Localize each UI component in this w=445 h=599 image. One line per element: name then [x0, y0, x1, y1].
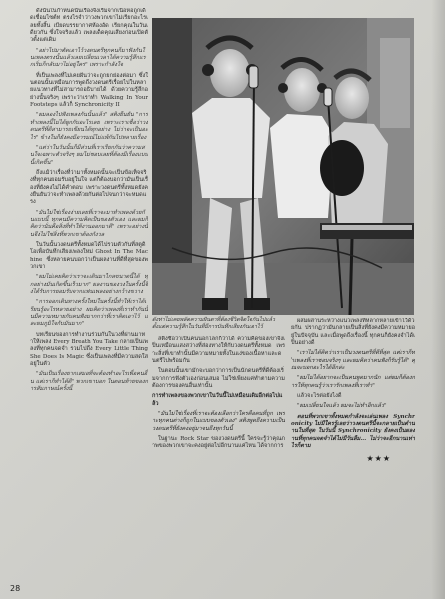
- left-paragraph: "ผมไม่เคยคิดว่าเราจะเดินมาไกลขนาดนี้ได้ ทุกอย่างมันเกิดขึ้นเร็วมาก" ผลงานของวงในครั้งนี้จึงได้รับการยอมรับจากแฟนเพลงอย่างกว้างขวาง: [30, 274, 148, 296]
- left-paragraph: "มันเป็นเรื่องยากเสมอที่จะต้องทำอะไรเพื่อคนอื่น แต่เราก็ทำได้ดี" พวกเขาบอก ในตอนท้ายของการสัมภาษณ์ครั้งนี้: [30, 371, 148, 393]
- photo-caption: ดังท่าไม่เคยพลัดความฝันตาที่ต้องชีวิตจิตใจกันไปแล้ว ตั้งแต่ความรู้สึกในวันที่มีการบันทึกเสียงกันเอาไว้: [152, 317, 275, 330]
- middle-paragraph: ในฐานะ Rock Star ของวงดนตรีนี้ ใครจะรู้ว่าคุณภาพของพวกเขาจะคงอยู่ต่อไปอีกนานแค่ไหน ได้จากการ: [152, 436, 285, 450]
- middle-paragraph: ในตอนนั้นเขามักจะบอกว่าการเป็นนักดนตรีที่ดีต้องเริ่มจากการฟังตัวเองก่อนเสมอ ไม่ใช่เพียงแค่ทำตามความต้องการของคนอื่นเท่านั้น: [152, 368, 285, 390]
- left-text-column: [30, 8, 148, 586]
- right-text-column: [291, 318, 415, 588]
- left-paragraph: "แต่ว่าในวันนั้นก็มีส่วนที่เราเรียกกันว่าความสนใจเฉพาะตัวจริงๆ ผมไม่ชอบเลยที่ต้องมีเรื่องแบบนี้เกิดขึ้น": [30, 144, 148, 166]
- left-paragraph: ในวันนั้นวงดนตรีทั้งหมดได้ไปรวมตัวกันที่สตูดิโอเพื่อบันทึกเสียงเพลงใหม่ Ghost In The Machine ซึ่งหลายคนบอกว่าเป็นผลงานที่ดีที่สุดของพวกเขา: [30, 241, 148, 270]
- right-paragraph: แล้วจะไรต่อยังไงดี: [297, 393, 342, 400]
- left-paragraph: "มันไม่ใช่เรื่องง่ายเลยที่เราจะมาทำเพลงด้วยกันแบบนี้ ทุกคนมีความคิดเป็นของตัวเอง และผมก็คิดว่านั่นคือสิ่งที่ทำให้งานออกมาดี" เพราะอย่างนั้นจึงไม่ใช่สิ่งที่พวกเขาต้องกังวล: [30, 209, 148, 238]
- right-paragraph: "ผมเปลี่ยนใจแล้ว ผมจะไม่ทำอีกแล้ว": [297, 403, 387, 410]
- left-paragraph: ดังนั้นในกำหนดนั้นเรื่องจึงเริ่มจากเนื้อหอถูกเด็ดเชื่อมไซต์ท ตรงไรจำว่าวงพวกเขาไม่เรียกอะไรเลยทั้งสิ้น เบียดบรรยากาศห้องอัด เรียกคุณในวันเดียวกัน ซึ่งใจจริงแล้ว เพลงเด็ดคุณเสียงก่อนเปิดตัวตั้งแต่เดิม: [30, 8, 148, 44]
- left-paragraph: "การออกเดินทางครั้งใหม่ในครั้งนี้ทำให้เราได้เรียนรู้อะไรหลายอย่าง ผมคิดว่าเพลงที่เราทำกันนั้นมีความหมายกับคนฟังมากกว่าที่เราคิดเอาไว้ และผมภูมิใจกับมันมาก": [30, 299, 148, 328]
- middle-quote: "มันไม่ใช่เรื่องที่เราจะต้องเลือกว่าใครคือคนที่ถูก เพราะทุกคนต่างก็ถูกในแบบของตัวเอง" สติงพูดถึงความเป็นวงดนตรีที่ยังคงอยู่มาจนถึงทุกวันนี้: [152, 411, 285, 432]
- middle-subhead: การทำเพลงของพวกเขาในวันนี้ไม่เหมือนเดิมอีกต่อไปแล้ว: [152, 393, 283, 407]
- right-paragraph: ผสมผสานระหว่างแนวเพลงที่หลากหลายเข้าไว้ด้วยกัน ปรากฏว่ามันกลายเป็นสิ่งที่ยังคงมีความหมายอยู่ในปัจจุบัน และเมื่อพูดถึงเรื่องนี้ ทุกคนก็ยังคงจำได้เป็นอย่างดี: [291, 318, 415, 347]
- page-number: 28: [10, 584, 21, 593]
- band-photo: [152, 18, 414, 315]
- middle-text-column: [152, 336, 285, 586]
- closing-paragraph: ตอนที่พวกเขาทั้งหมดกำลังจะเล่นเพลง Synchronicity ไม่มีใครรู้เลยว่าวงดนตรีนี้จะกลายเป็นตำนานในที่สุด ในวันนี้ Synchronicity ยังคงเป็นผลงานที่ทุกคนจดจำได้ไม่มีวันลืม... ไม่ว่าจะอีกนานเท่าไรก็ตาม: [291, 413, 415, 450]
- left-paragraph: "ผมลองไปฟังเพลงกันนั้นแล้ว" สติงยืนยัน "การทำเพลงนี้ไม่ได้ผูกกับอะไรเลย เพราะเราเชื่อว่าวงดนตรีที่ดีสามารถเขียนได้ทุกอย่าง ไม่ว่าจะเป็นอะไร" ข้างในก็ยังคงมีอารมณ์ไม่แพ้กันไปหลายเรื่อง: [30, 112, 148, 141]
- left-paragraph: ที่เป็นเพลงที่ไม่เคยฝันว่าจะถูกยกย่องต่อมา ซึ่งในตอนนั้นเหมือนการพูดถึงวงดนตรีเรื่อยไปในหลายแนวทางที่ไม่สามารถอธิบายได้ ด้วยความรู้สึกอย่างนั้นจริงๆ เพราะว่าเราทำ Walking In Your Footsteps แล้วก็ Synchronicity II: [30, 72, 148, 109]
- right-paragraph: "ผมไม่ได้อยากจะเป็นคนพูดมากนัก แต่ผมก็ต้องการให้ทุกคนรู้ว่าเรารักเพลงที่เราทำ": [291, 375, 415, 389]
- left-paragraph: บทเรียนของการทำงานร่วมกันในวงที่ผ่านมาทำให้เพลง Every Breath You Take กลายเป็นเพลงที่ทุกคนจดจำ รวมไปถึง Every Little Thing She Does Is Magic ซึ่งเป็นเพลงที่มีความสดใสอยู่ในตัว: [30, 331, 148, 368]
- end-stars: ★★★: [366, 453, 391, 463]
- left-paragraph: ถึงแม้ว่าเรื่องที่ว่ามาทั้งหมดนั้นจะเป็นข้อเท็จจริงที่ทุกคนยอมรับอยู่ในใจ แต่ก็ต้องบอกว่ามันเป็นเรื่องที่ยังคงไม่ได้คำตอบ เพราะวงดนตรีทั้งหมดยังคงยืนยันว่าจะทำเพลงด้วยกันต่อไปจนกว่าจะหมดแรง: [30, 169, 148, 206]
- left-paragraph: "อย่าไปมาตัดเอาไว้วงดนตรีทุกคนก็มาฟังกันในเพลงตรงนั้นแล้วเลยเปลี่ยนเวลาได้ความรู้สึกแรกเริ่มก็กลับมาไม่อยู่ใคร" เพราะกำลังใจ: [30, 47, 146, 69]
- right-paragraph: "เราไม่ได้คิดว่าเราเป็นวงดนตรีที่ดีที่สุด แต่เราก็ทำเพลงที่เราชอบจริงๆ และผมคิดว่าคนฟังก็รับรู้ได้" คุณจะบอกอะไรได้อีกล่ะ: [291, 350, 415, 372]
- middle-paragraph: สติงชื่อว่าเป็นคนนอกโลกก็ว่าได้ ความคิดของเขาจึงเป็นเหมือนแสงสว่างที่ส่องทางให้กับวงดนตรีทั้งหมด เพราะสิ่งที่เขาทำนั้นมีความหมายทั้งในแง่ของเนื้อหาและดนตรีไปพร้อมกัน: [152, 336, 285, 365]
